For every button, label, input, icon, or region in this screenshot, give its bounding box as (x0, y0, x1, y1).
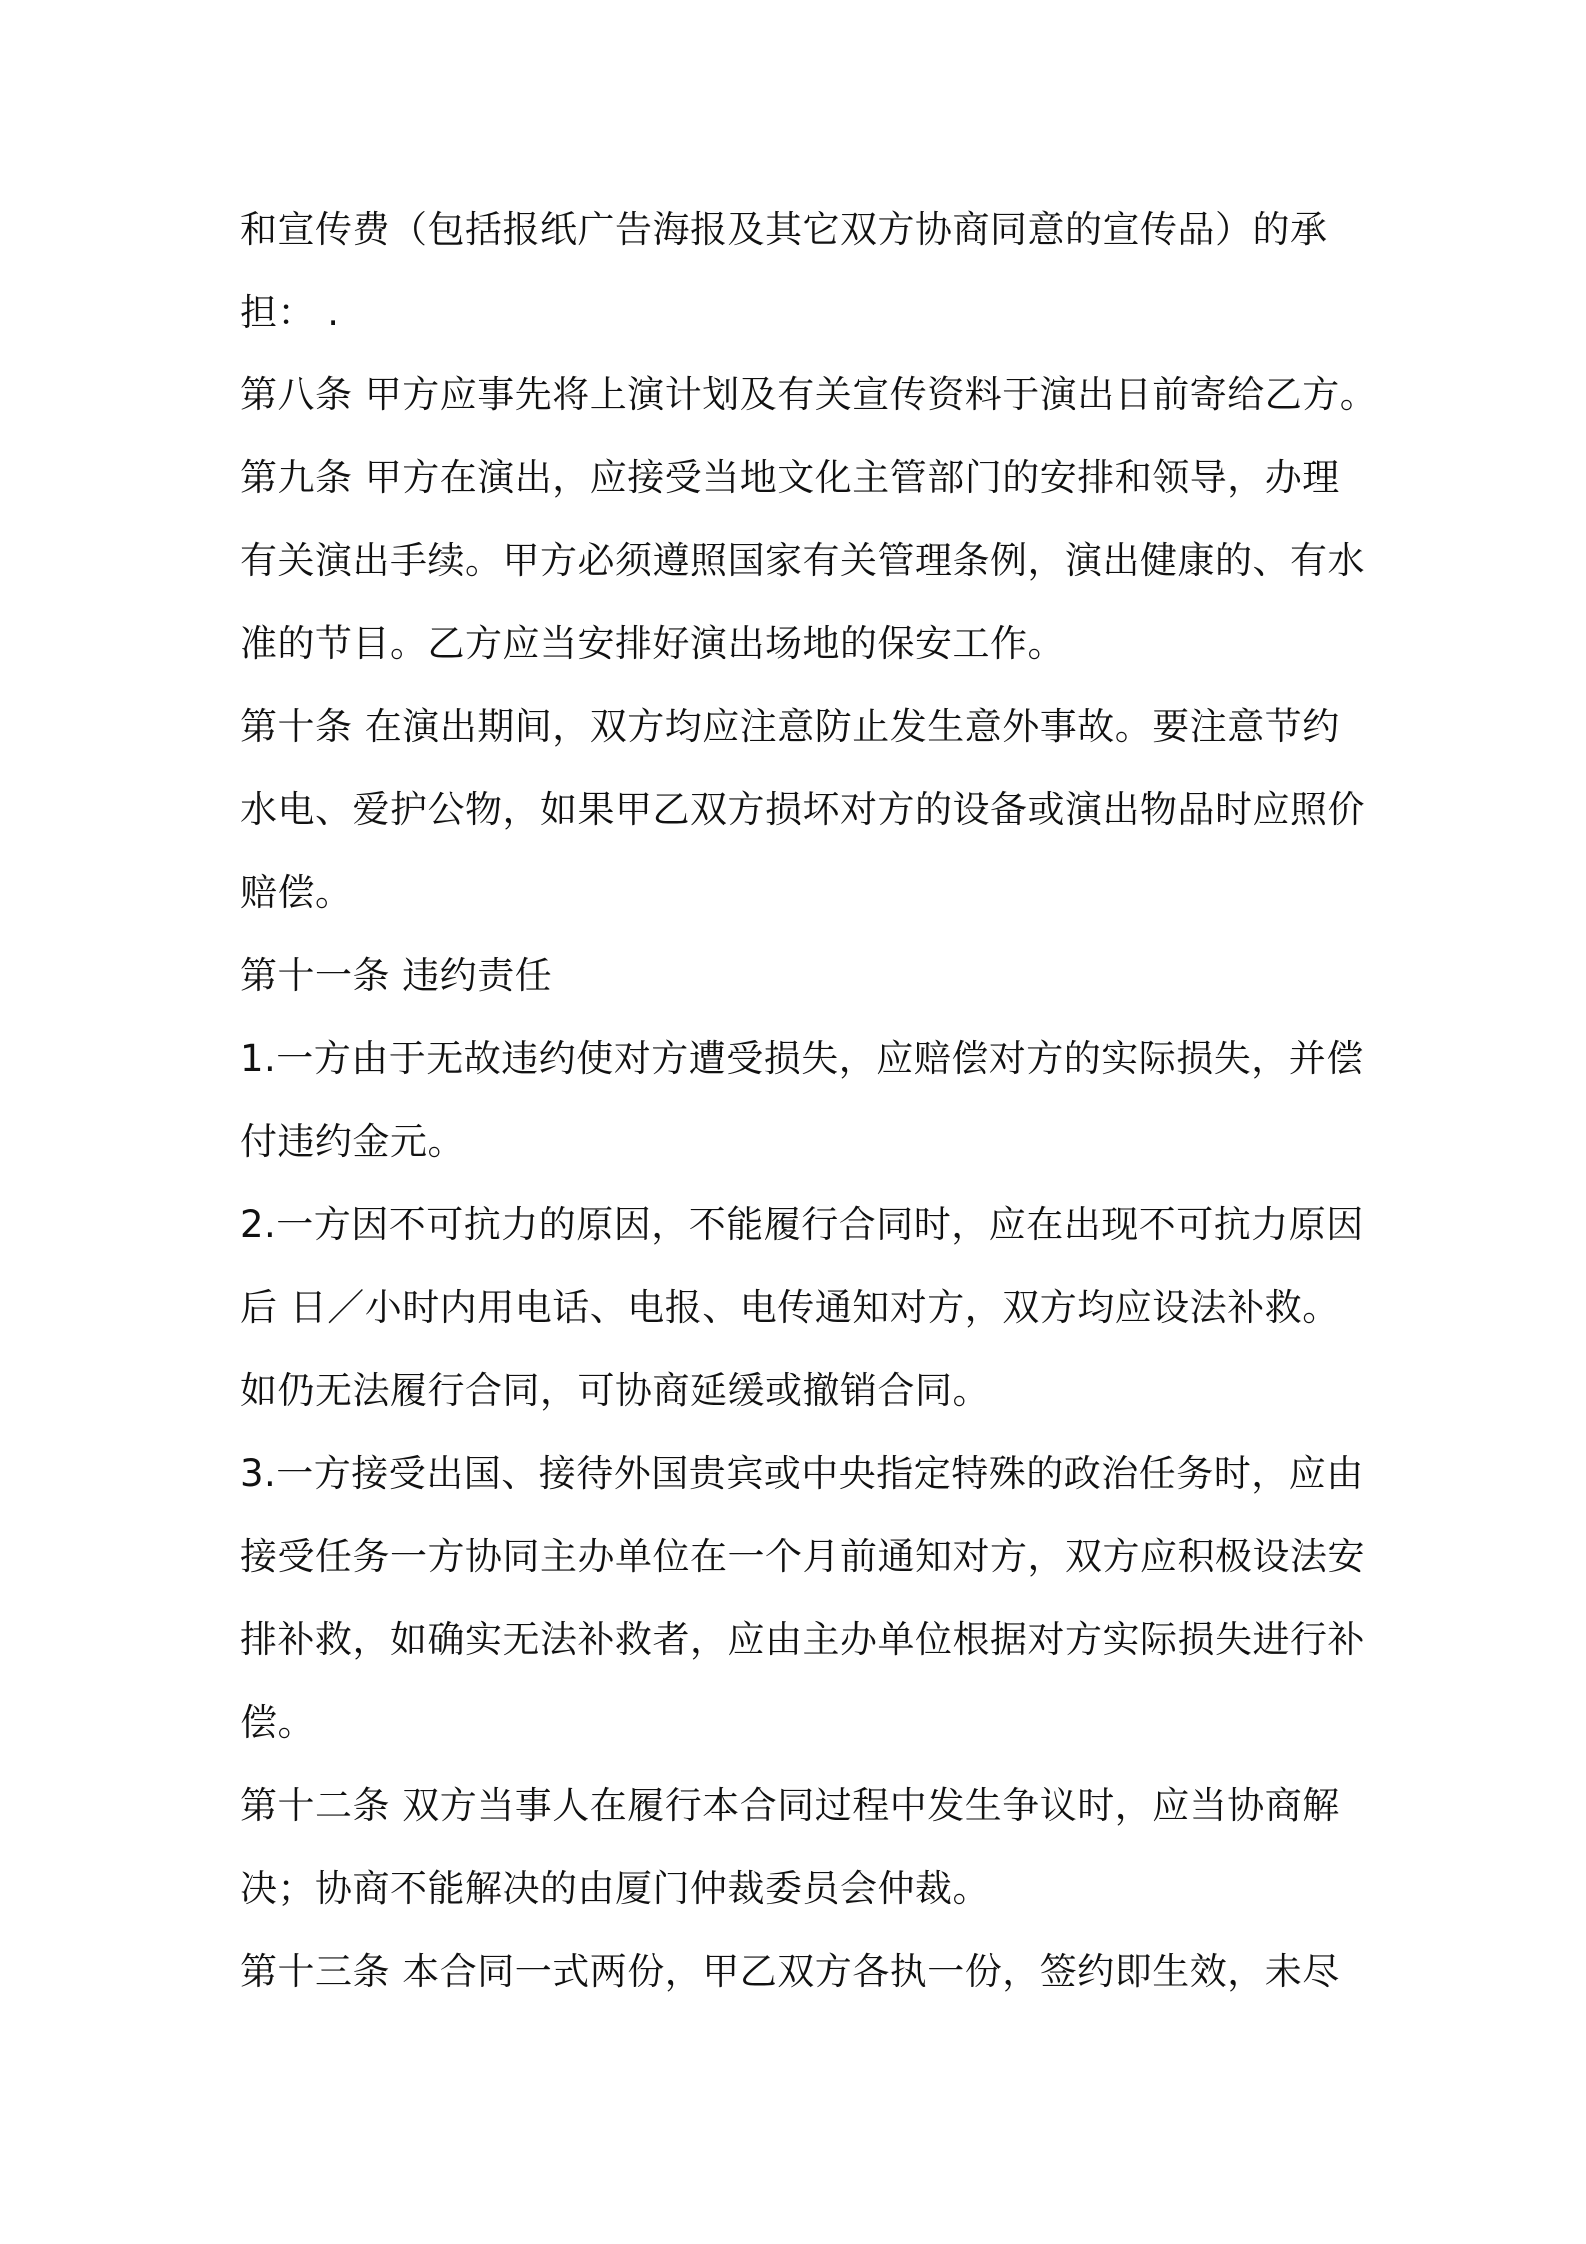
text-line: 决；协商不能解决的由厦门仲裁委员会仲裁。 (240, 1867, 990, 1910)
text-line: 第十一条 违约责任 (240, 954, 553, 997)
text-line: 接受任务一方协同主办单位在一个月前通知对方，双方应积极设法安 (240, 1535, 1365, 1578)
text-line: 2.一方因不可抗力的原因，不能履行合同时，应在出现不可抗力原因 (240, 1203, 1364, 1246)
text-line: 和宣传费（包括报纸广告海报及其它双方协商同意的宣传品）的承 (240, 208, 1328, 251)
text-line: 赔偿。 (240, 871, 353, 914)
text-line: 如仍无法履行合同，可协商延缓或撤销合同。 (240, 1369, 990, 1412)
text-line: 排补救，如确实无法补救者，应由主办单位根据对方实际损失进行补 (240, 1618, 1365, 1661)
text-line: 第九条 甲方在演出，应接受当地文化主管部门的安排和领导，办理 (240, 456, 1340, 499)
text-line: 偿。 (240, 1701, 315, 1744)
text-line: 付违约金元。 (240, 1120, 465, 1163)
text-line: 第十二条 双方当事人在履行本合同过程中发生争议时，应当协商解 (240, 1784, 1340, 1827)
text-line: 水电、爱护公物，如果甲乙双方损坏对方的设备或演出物品时应照价 (240, 788, 1365, 831)
text-line: 后 日／小时内用电话、电报、电传通知对方，双方均应设法补救。 (240, 1286, 1340, 1329)
text-line: 3.一方接受出国、接待外国贵宾或中央指定特殊的政治任务时，应由 (240, 1452, 1364, 1495)
text-line: 1.一方由于无故违约使对方遭受损失，应赔偿对方的实际损失，并偿 (240, 1037, 1364, 1080)
text-line: 有关演出手续。甲方必须遵照国家有关管理条例，演出健康的、有水 (240, 539, 1365, 582)
text-line: 担： . (240, 291, 340, 334)
text-line: 第十条 在演出期间，双方均应注意防止发生意外事故。要注意节约 (240, 705, 1340, 748)
text-line: 第十三条 本合同一式两份，甲乙双方各执一份，签约即生效，未尽 (240, 1950, 1340, 1993)
text-line: 第八条 甲方应事先将上演计划及有关宣传资料于演出日前寄给乙方。 (240, 373, 1378, 416)
text-line: 准的节目。乙方应当安排好演出场地的保安工作。 (240, 622, 1065, 665)
